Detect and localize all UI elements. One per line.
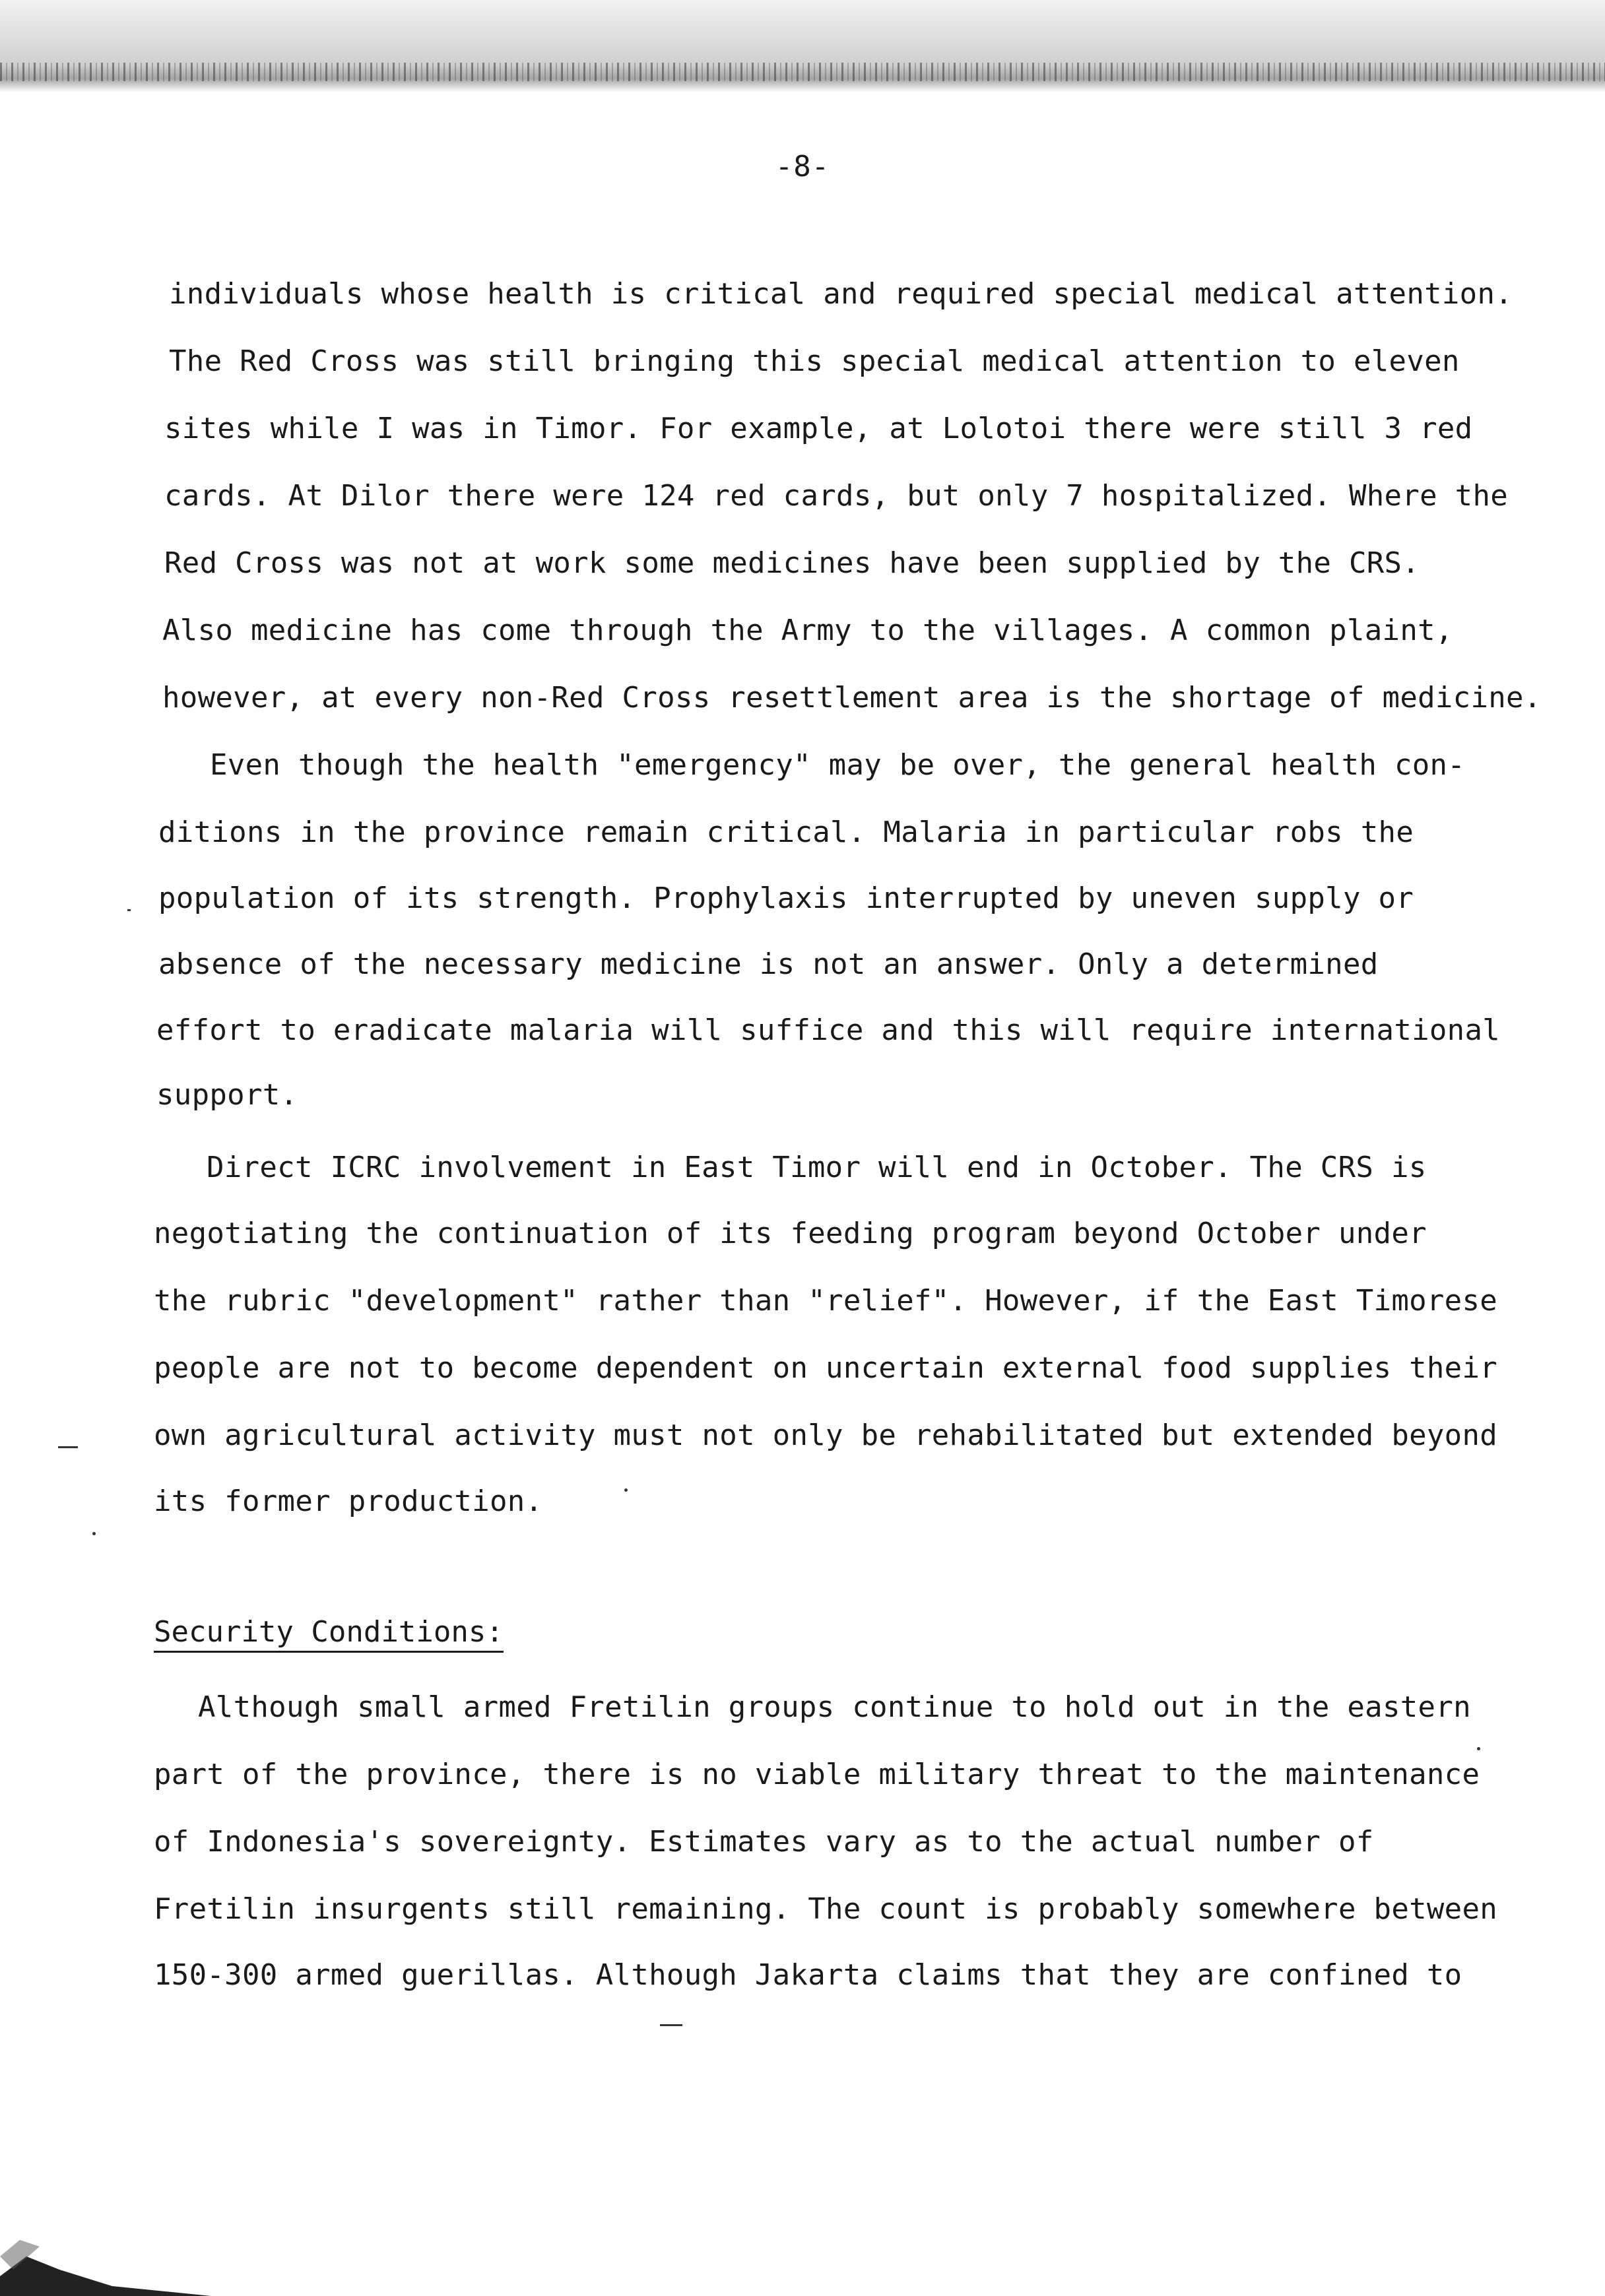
text-line: cards. At Dilor there were 124 red cards, but only 7 hospitalized. Where the	[164, 479, 1509, 513]
text-line: Although small armed Fretilin groups continue to hold out in the eastern	[198, 1690, 1471, 1724]
text-line: ditions in the province remain critical. Malaria in particular robs the	[158, 815, 1414, 849]
scan-edge-shadow	[0, 0, 1605, 92]
text-line: Red Cross was not at work some medicines have been supplied by the CRS.	[164, 546, 1420, 580]
text-line: Fretilin insurgents still remaining. The count is probably somewhere between	[154, 1892, 1498, 1926]
text-line: absence of the necessary medicine is not an answer. Only a determined	[158, 947, 1379, 981]
text-line: its former production.	[154, 1484, 543, 1518]
section-heading: Security Conditions:	[154, 1615, 504, 1653]
text-line: support.	[156, 1078, 298, 1112]
text-line: Even though the health "emergency" may be over, the general health con-	[210, 748, 1466, 782]
text-line: people are not to become dependent on uncertain external food supplies their	[154, 1351, 1498, 1385]
scan-mark	[624, 1488, 628, 1492]
text-line: individuals whose health is critical and required special medical attention.	[169, 277, 1513, 311]
text-line: Also medicine has come through the Army to the villages. A common plaint,	[162, 614, 1453, 647]
scan-mark	[660, 2024, 682, 2026]
scan-corner-artifact	[0, 2177, 211, 2296]
text-line: The Red Cross was still bringing this special medical attention to eleven	[169, 344, 1460, 378]
text-line: population of its strength. Prophylaxis interrupted by uneven supply or	[158, 881, 1414, 915]
text-line: of Indonesia's sovereignty. Estimates vary as to the actual number of	[154, 1825, 1374, 1859]
scan-mark	[127, 909, 131, 911]
text-line: negotiating the continuation of its feeding program beyond October under	[154, 1217, 1427, 1250]
text-line: 150-300 armed guerillas. Although Jakarta claims that they are confined to	[154, 1958, 1462, 1992]
scan-mark	[1477, 1747, 1480, 1750]
text-line: own agricultural activity must not only be rehabilitated but extended beyond	[154, 1419, 1498, 1452]
text-line: part of the province, there is no viable military threat to the maintenance	[154, 1758, 1480, 1791]
text-line: however, at every non-Red Cross resettlement area is the shortage of medicine.	[162, 681, 1542, 715]
text-line: effort to eradicate malaria will suffice and this will require international	[156, 1013, 1501, 1047]
text-line: Direct ICRC involvement in East Timor will end in October. The CRS is	[207, 1151, 1427, 1184]
text-line: sites while I was in Timor. For example, at Lolotoi there were still 3 red	[164, 412, 1473, 445]
scan-mark	[58, 1446, 78, 1448]
page-number: -8-	[775, 150, 830, 183]
scan-mark	[92, 1532, 96, 1535]
text-line: the rubric "development" rather than "relief". However, if the East Timorese	[154, 1284, 1498, 1318]
